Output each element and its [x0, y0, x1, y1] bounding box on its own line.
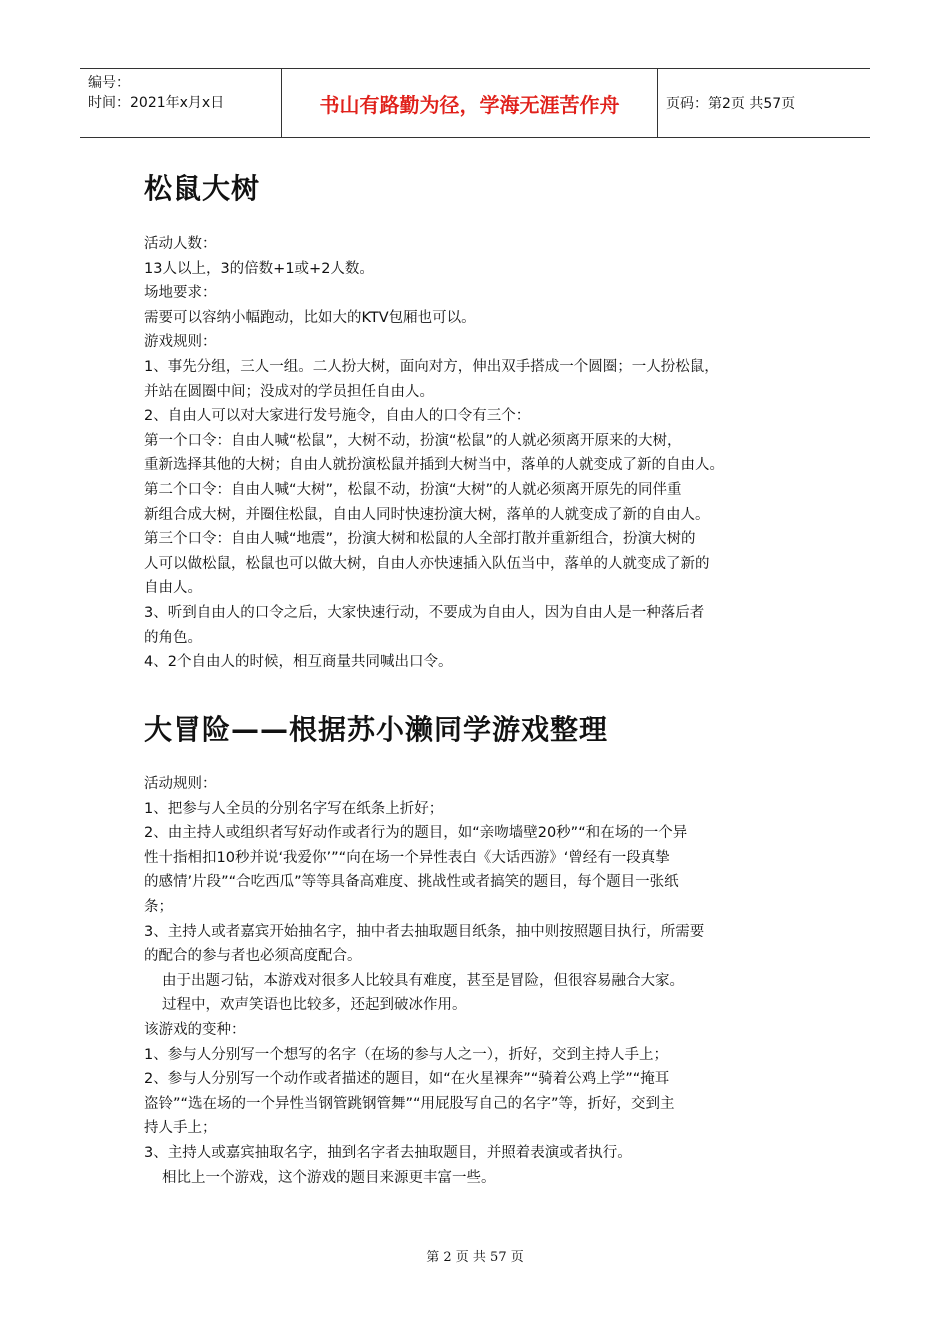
text-line: 并站在圆圈中间；没成对的学员担任自由人。 — [144, 383, 434, 400]
header-motto: 书山有路勤为径，学海无涯苦作舟 — [282, 69, 658, 137]
section-body-adventure — [144, 772, 824, 1190]
text-line: 场地要求： — [144, 285, 217, 302]
section-title-adventure: 大冒险——根据苏小濑同学游戏整理 — [144, 713, 609, 746]
text-line: 2、参与人分别写一个动作或者描述的题目，如“在火星裸奔”“骑着公鸡上学”“掩耳 — [144, 1071, 670, 1088]
section-body-squirrel-tree — [144, 232, 824, 675]
text-line: 新组合成大树，并圈住松鼠，自由人同时快速扮演大树，落单的人就变成了新的自由人。 — [144, 506, 710, 523]
text-line: 盗铃”“选在场的一个异性当钢管跳钢管舞”“用屁股写自己的名字”等，折好，交到主 — [144, 1095, 675, 1112]
text-line: 第三个口令：自由人喊“地震”，扮演大树和松鼠的人全部打散并重新组合，扮演大树的 — [144, 531, 696, 548]
page-header — [80, 68, 870, 138]
text-line: 2、由主持人或组织者写好动作或者行为的题目，如“亲吻墙壁20秒”“和在场的一个异 — [144, 825, 688, 842]
text-line: 由于出题刁钻，本游戏对很多人比较具有难度，甚至是冒险，但很容易融合大家。 — [162, 972, 684, 989]
text-line: 4、2个自由人的时候，相互商量共同喊出口令。 — [144, 654, 453, 671]
text-line: 持人手上； — [144, 1120, 217, 1137]
text-line: 1、参与人分别写一个想写的名字（在场的参与人之一），折好，交到主持人手上； — [144, 1046, 668, 1063]
text-line: 的配合的参与者也必须高度配合。 — [144, 948, 362, 965]
text-line: 的感情’片段”“合吃西瓜”等等具备高难度、挑战性或者搞笑的题目，每个题目一张纸 — [144, 874, 679, 891]
text-line: 活动人数： — [144, 236, 217, 252]
text-line: 第二个口令：自由人喊“大树”，松鼠不动，扮演“大树”的人就必须离开原先的同伴重 — [144, 481, 682, 498]
text-line: 的角色。 — [144, 629, 202, 646]
number-label: 编号： — [88, 75, 130, 91]
text-line: 重新选择其他的大树；自由人就扮演松鼠并插到大树当中，落单的人就变成了新的自由人。 — [144, 457, 724, 474]
text-line: 过程中，欢声笑语也比较多，还起到破冰作用。 — [162, 997, 467, 1014]
text-line: 游戏规则： — [144, 334, 217, 351]
section-title-squirrel-tree: 松鼠大树 — [144, 172, 261, 205]
text-line: 3、主持人或者嘉宾开始抽名字，抽中者去抽取题目纸条，抽中则按照题目执行，所需要 — [144, 923, 705, 940]
text-line: 2、自由人可以对大家进行发号施令，自由人的口令有三个： — [144, 408, 531, 425]
text-line: 13人以上，3的倍数+1或+2人数。 — [144, 260, 374, 277]
text-line: 自由人。 — [144, 580, 202, 597]
text-line: 第一个口令：自由人喊“松鼠”，大树不动，扮演“松鼠”的人就必须离开原来的大树， — [144, 432, 682, 449]
text-line: 3、主持人或嘉宾抽取名字，抽到名字者去抽取题目，并照着表演或者执行。 — [144, 1144, 632, 1161]
text-line: 人可以做松鼠，松鼠也可以做大树，自由人亦快速插入队伍当中，落单的人就变成了新的 — [144, 555, 710, 572]
text-line: 该游戏的变种： — [144, 1021, 246, 1038]
text-line: 相比上一个游戏，这个游戏的题目来源更丰富一些。 — [162, 1169, 496, 1186]
text-line: 性十指相扣10秒并说‘我爱你’”“向在场一个异性表白《大话西游》‘曾经有一段真挚 — [144, 849, 670, 866]
header-meta — [80, 69, 282, 137]
text-line: 1、事先分组，三人一组。二人扮大树，面向对方，伸出双手搭成一个圆圈；一人扮松鼠， — [144, 358, 719, 375]
text-line: 条； — [144, 898, 173, 915]
date-label: 时间：2021年x月x日 — [88, 95, 225, 111]
header-page-info: 页码：第2页 共57页 — [666, 96, 796, 112]
text-line: 1、把参与人全员的分别名字写在纸条上折好； — [144, 800, 444, 817]
page-footer: 第 2 页 共 57 页 — [426, 1250, 524, 1265]
text-line: 需要可以容纳小幅跑动，比如大的KTV包厢也可以。 — [144, 309, 476, 326]
text-line: 活动规则： — [144, 776, 217, 792]
text-line: 3、听到自由人的口令之后，大家快速行动，不要成为自由人，因为自由人是一种落后者 — [144, 604, 705, 621]
